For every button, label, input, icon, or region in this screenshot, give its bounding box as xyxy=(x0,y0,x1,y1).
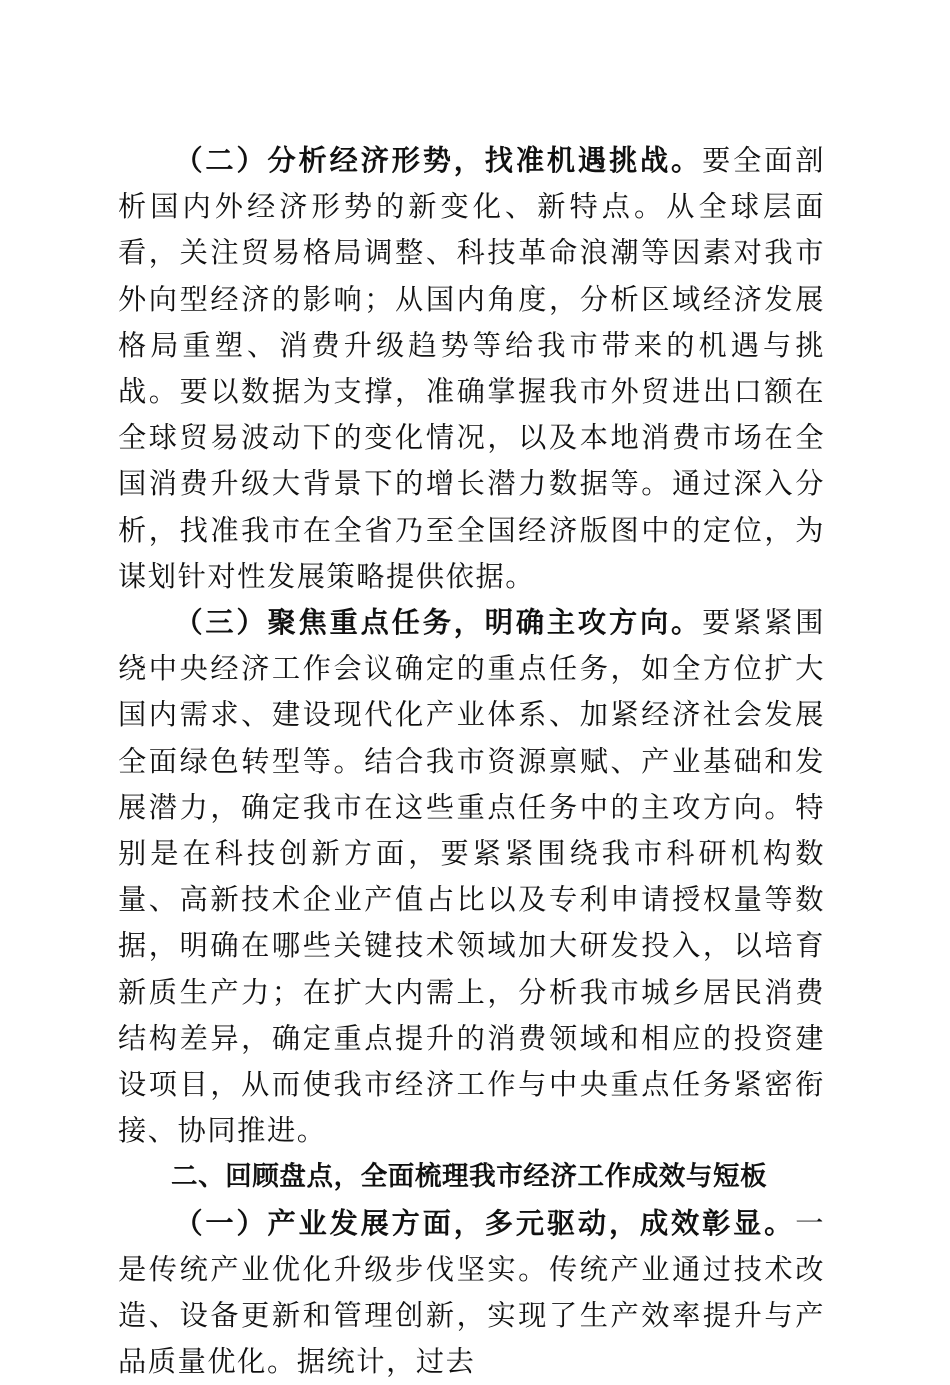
paragraph-lead: （三）聚焦重点任务，明确主攻方向。 xyxy=(174,606,703,640)
paragraph-industry-development xyxy=(118,1201,825,1385)
paragraph-lead: （二）分析经济形势，找准机遇挑战。 xyxy=(174,144,703,177)
paragraph-focus-key-tasks xyxy=(118,600,825,1154)
paragraph-lead: （一）产业发展方面，多元驱动，成效彰显。 xyxy=(174,1206,796,1240)
paragraph-analyze-economic-situation xyxy=(118,138,825,600)
paragraph-body: 要全面剖析国内外经济形势的新变化、新特点。从全球层面看，关注贸易格局调整、科技革命浪潮等因素对我市外向型经济的影响；从国内角度，分析区域经济发展格局重塑、消费升级趋势等给我市带来的机遇与挑战。要以数据为支撑，准确掌握我市外贸进出口额在全球贸易波动下的变化情况，以及本地消费市场在全国消费升级大背景下的增长潜力数据等。通过深入分析，找准我市在全省乃至全国经济版图中的定位，为谋划针对性发展策略提供依据。 xyxy=(118,144,826,593)
document-page xyxy=(118,138,825,1385)
section-heading: 二、回顾盘点，全面梳理我市经济工作成效与短板 xyxy=(171,1161,768,1193)
paragraph-body: 一是传统产业优化升级步伐坚实。传统产业通过技术改造、设备更新和管理创新，实现了生产效率提升与产品质量优化。据统计，过去 xyxy=(118,1206,825,1379)
paragraph-body: 要紧紧围绕中央经济工作会议确定的重点任务，如全方位扩大国内需求、建设现代化产业体系、加紧经济社会发展全面绿色转型等。结合我市资源禀赋、产业基础和发展潜力，确定我市在这些重点任务中的主攻方向。特别是在科技创新方面，要紧紧围绕我市科研机构数量、高新技术企业产值占比以及专利申请授权量等数据，明确在哪些关键技术领域加大研发投入，以培育新质生产力；在扩大内需上，分析我市城乡居民消费结构差异，确定重点提升的消费领域和相应的投资建设项目，从而使我市经济工作与中央重点任务紧密衔接、协同推进。 xyxy=(118,606,826,1148)
